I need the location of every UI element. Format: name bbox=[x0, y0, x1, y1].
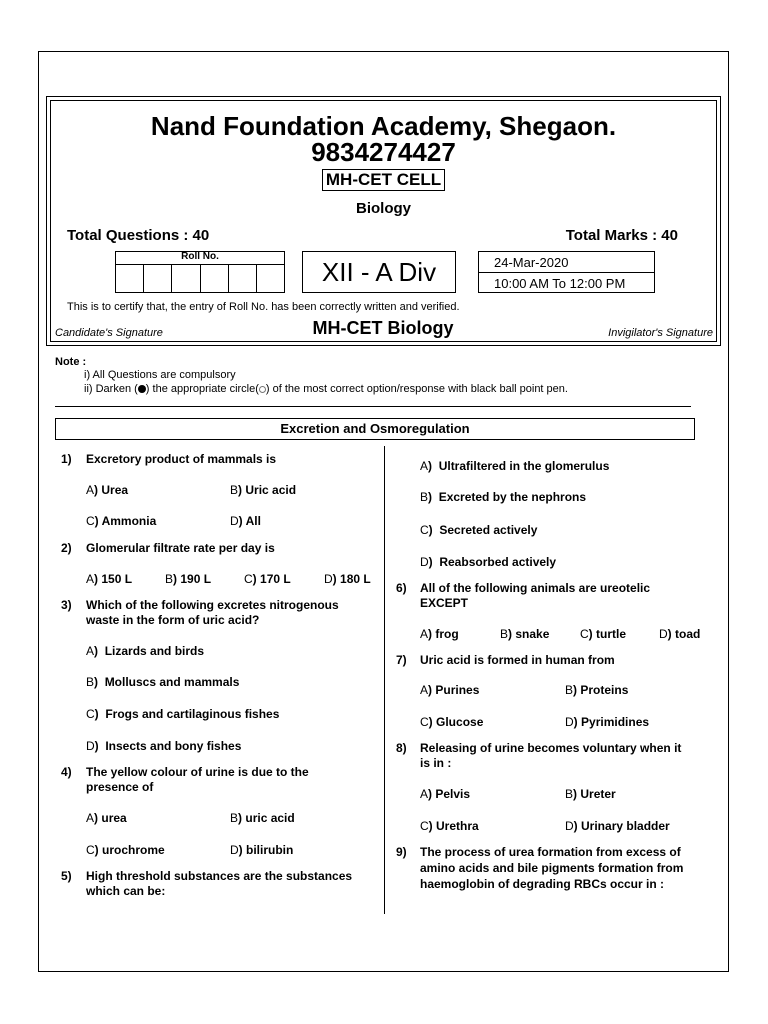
note-divider bbox=[55, 406, 691, 407]
question-text: All of the following animals are ureotelic bbox=[420, 581, 651, 595]
option-b[interactable]: B) Uric acid bbox=[230, 483, 297, 497]
option-b[interactable]: B) Proteins bbox=[565, 683, 629, 697]
phone-number: 9834274427 bbox=[311, 137, 456, 167]
option-text: frog bbox=[435, 627, 459, 641]
note-line-2 bbox=[84, 383, 568, 396]
option-c[interactable]: C) Ammonia bbox=[86, 514, 157, 528]
option-text: Ureter bbox=[580, 787, 616, 801]
note-line-2b: ) the appropriate circle( bbox=[145, 383, 259, 395]
option-d[interactable]: D) Urinary bladder bbox=[565, 819, 670, 833]
option-text: Reabsorbed actively bbox=[439, 555, 557, 569]
option-d[interactable]: D) toad bbox=[659, 627, 701, 641]
question-text: Which of the following excretes nitrogenous bbox=[86, 598, 339, 612]
option-text: Urinary bladder bbox=[581, 819, 670, 833]
option-label: A bbox=[420, 627, 429, 641]
option-text: Excreted by the nephrons bbox=[438, 490, 587, 504]
option-text: 190 L bbox=[180, 572, 212, 586]
option-text: Glucose bbox=[436, 715, 484, 729]
option-label: D bbox=[86, 739, 95, 753]
option-text: 180 L bbox=[340, 572, 371, 586]
question-text: presence of bbox=[86, 780, 154, 794]
option-b[interactable]: B) uric acid bbox=[230, 811, 295, 825]
option-d[interactable]: D) All bbox=[230, 514, 261, 528]
option-b[interactable]: B) 190 L bbox=[165, 572, 212, 586]
option-a[interactable]: A) Ultrafiltered in the glomerulus bbox=[420, 459, 610, 473]
date-time-divider bbox=[478, 272, 655, 273]
option-label: C bbox=[420, 715, 429, 729]
option-label: C bbox=[420, 523, 429, 537]
option-b[interactable]: B) Ureter bbox=[565, 787, 616, 801]
option-a[interactable]: A) urea bbox=[86, 811, 127, 825]
candidate-signature-label: Candidate's Signature bbox=[55, 327, 163, 339]
exam-date: 24-Mar-2020 bbox=[494, 255, 569, 270]
option-label: D bbox=[324, 572, 333, 586]
option-a[interactable]: A) 150 L bbox=[86, 572, 133, 586]
option-text: Urea bbox=[101, 483, 129, 497]
option-text: snake bbox=[515, 627, 550, 641]
option-text: Ammonia bbox=[101, 514, 157, 528]
option-label: A bbox=[86, 644, 95, 658]
question-number: 6) bbox=[396, 581, 407, 595]
option-text: All bbox=[245, 514, 261, 528]
option-c[interactable]: C) urochrome bbox=[86, 843, 165, 857]
option-text: Pelvis bbox=[435, 787, 471, 801]
question-number: 5) bbox=[61, 869, 72, 883]
question-text: EXCEPT bbox=[420, 596, 469, 610]
option-c[interactable]: C) turtle bbox=[580, 627, 627, 641]
question-number: 7) bbox=[396, 653, 407, 667]
filled-circle-icon bbox=[138, 385, 146, 393]
question-text: waste in the form of uric acid? bbox=[86, 613, 260, 627]
option-text: turtle bbox=[596, 627, 627, 641]
column-divider bbox=[384, 446, 385, 914]
option-text: Uric acid bbox=[245, 483, 297, 497]
question-text: which can be: bbox=[86, 884, 166, 898]
roll-digit-cell[interactable] bbox=[201, 265, 229, 293]
option-text: Secreted actively bbox=[439, 523, 538, 537]
option-label: C bbox=[420, 819, 429, 833]
question-text: Uric acid is formed in human from bbox=[420, 653, 615, 667]
option-b[interactable]: B) snake bbox=[500, 627, 550, 641]
option-text: Insects and bony fishes bbox=[105, 739, 242, 753]
option-label: D bbox=[230, 843, 239, 857]
option-d[interactable]: D) Pyrimidines bbox=[565, 715, 650, 729]
option-text: uric acid bbox=[245, 811, 295, 825]
question-text: The process of urea formation from excess of bbox=[420, 845, 681, 859]
question-text: Releasing of urine becomes voluntary when it bbox=[420, 741, 682, 755]
question-number: 1) bbox=[61, 452, 72, 466]
option-text: Molluscs and mammals bbox=[104, 675, 240, 689]
option-text: urea bbox=[101, 811, 127, 825]
question-text: High threshold substances are the substances bbox=[86, 869, 353, 883]
option-text: Purines bbox=[435, 683, 480, 697]
option-label: A bbox=[86, 483, 95, 497]
option-label: C bbox=[86, 707, 95, 721]
roll-digit-cell[interactable] bbox=[115, 265, 144, 293]
invigilator-signature-label: Invigilator's Signature bbox=[608, 327, 713, 339]
option-d[interactable]: D) bilirubin bbox=[230, 843, 294, 857]
option-c[interactable]: C) Secreted actively bbox=[420, 523, 538, 537]
question-number: 3) bbox=[61, 598, 72, 612]
option-c[interactable]: C) 170 L bbox=[244, 572, 291, 586]
option-text: 170 L bbox=[260, 572, 291, 586]
option-label: B bbox=[230, 811, 239, 825]
option-b[interactable]: B) Excreted by the nephrons bbox=[420, 490, 587, 504]
roll-number-label: Roll No. bbox=[115, 251, 285, 265]
option-label: C bbox=[86, 514, 95, 528]
option-text: toad bbox=[675, 627, 701, 641]
question-text: amino acids and bile pigments formation from bbox=[420, 861, 684, 875]
option-label: B bbox=[86, 675, 95, 689]
option-label: A bbox=[420, 459, 429, 473]
option-label: B bbox=[500, 627, 509, 641]
option-label: B bbox=[165, 572, 174, 586]
option-label: B bbox=[420, 490, 429, 504]
option-label: D bbox=[565, 715, 574, 729]
option-text: Lizards and birds bbox=[104, 644, 205, 658]
option-d[interactable]: D) 180 L bbox=[324, 572, 371, 586]
option-label: D bbox=[420, 555, 429, 569]
question-number: 4) bbox=[61, 765, 72, 779]
total-marks: Total Marks : 40 bbox=[565, 227, 678, 244]
subject-label: Biology bbox=[356, 200, 411, 217]
option-label: A bbox=[86, 572, 95, 586]
option-label: D bbox=[565, 819, 574, 833]
option-text: Pyrimidines bbox=[581, 715, 650, 729]
option-label: C bbox=[580, 627, 589, 641]
option-label: A bbox=[420, 683, 429, 697]
option-label: A bbox=[420, 787, 429, 801]
option-b[interactable]: B) Molluscs and mammals bbox=[86, 675, 240, 689]
option-a[interactable]: A) Pelvis bbox=[420, 787, 471, 801]
option-text: Frogs and cartilaginous fishes bbox=[105, 707, 280, 721]
option-label: B bbox=[230, 483, 239, 497]
question-number: 9) bbox=[396, 845, 407, 859]
question-text: haemoglobin of degrading RBCs occur in : bbox=[420, 877, 665, 891]
question-text: is in : bbox=[420, 756, 452, 770]
note-line-2a: ii) Darken ( bbox=[84, 383, 138, 395]
option-label: B bbox=[565, 683, 574, 697]
cell-label-wrap bbox=[50, 169, 717, 191]
option-a[interactable]: A) Urea bbox=[86, 483, 129, 497]
option-label: D bbox=[230, 514, 239, 528]
option-c[interactable]: C) Glucose bbox=[420, 715, 484, 729]
option-a[interactable]: A) frog bbox=[420, 627, 459, 641]
option-label: A bbox=[86, 811, 95, 825]
option-d[interactable]: D) Insects and bony fishes bbox=[86, 739, 242, 753]
option-c[interactable]: C) Frogs and cartilaginous fishes bbox=[86, 707, 280, 721]
empty-circle-icon bbox=[259, 386, 266, 393]
question-number: 8) bbox=[396, 741, 407, 755]
option-c[interactable]: C) Urethra bbox=[420, 819, 479, 833]
note-line-1: i) All Questions are compulsory bbox=[84, 369, 236, 381]
option-label: B bbox=[565, 787, 574, 801]
section-title: Excretion and Osmoregulation bbox=[55, 418, 695, 440]
exam-time: 10:00 AM To 12:00 PM bbox=[494, 276, 626, 291]
cell-label: MH-CET CELL bbox=[322, 169, 445, 191]
option-text: bilirubin bbox=[246, 843, 294, 857]
exam-title: MH-CET Biology bbox=[312, 318, 454, 338]
option-text: Proteins bbox=[580, 683, 629, 697]
total-questions: Total Questions : 40 bbox=[67, 227, 210, 244]
option-text: Ultrafiltered in the glomerulus bbox=[438, 459, 610, 473]
question-number: 2) bbox=[61, 541, 72, 555]
option-text: Urethra bbox=[436, 819, 479, 833]
institute-name: Nand Foundation Academy, Shegaon. bbox=[150, 111, 617, 141]
option-label: C bbox=[86, 843, 95, 857]
option-label: D bbox=[659, 627, 668, 641]
division-box: XII - A Div bbox=[302, 251, 456, 293]
note-title: Note : bbox=[55, 356, 87, 368]
question-text: Glomerular filtrate rate per day is bbox=[86, 541, 275, 555]
question-text: The yellow colour of urine is due to the bbox=[86, 765, 309, 779]
roll-digit-cell[interactable] bbox=[172, 265, 201, 293]
option-a[interactable]: A) Lizards and birds bbox=[86, 644, 205, 658]
option-d[interactable]: D) Reabsorbed actively bbox=[420, 555, 557, 569]
question-text: Excretory product of mammals is bbox=[86, 452, 277, 466]
option-label: C bbox=[244, 572, 253, 586]
note-line-2c: ) of the most correct option/response with black ball point pen. bbox=[265, 383, 568, 395]
option-text: 150 L bbox=[101, 572, 133, 586]
roll-digit-cell[interactable] bbox=[144, 265, 172, 293]
option-text: urochrome bbox=[102, 843, 165, 857]
option-a[interactable]: A) Purines bbox=[420, 683, 480, 697]
certify-text: This is to certify that, the entry of Roll No. has been correctly written and verified. bbox=[67, 301, 460, 313]
roll-digit-cell[interactable] bbox=[229, 265, 257, 293]
